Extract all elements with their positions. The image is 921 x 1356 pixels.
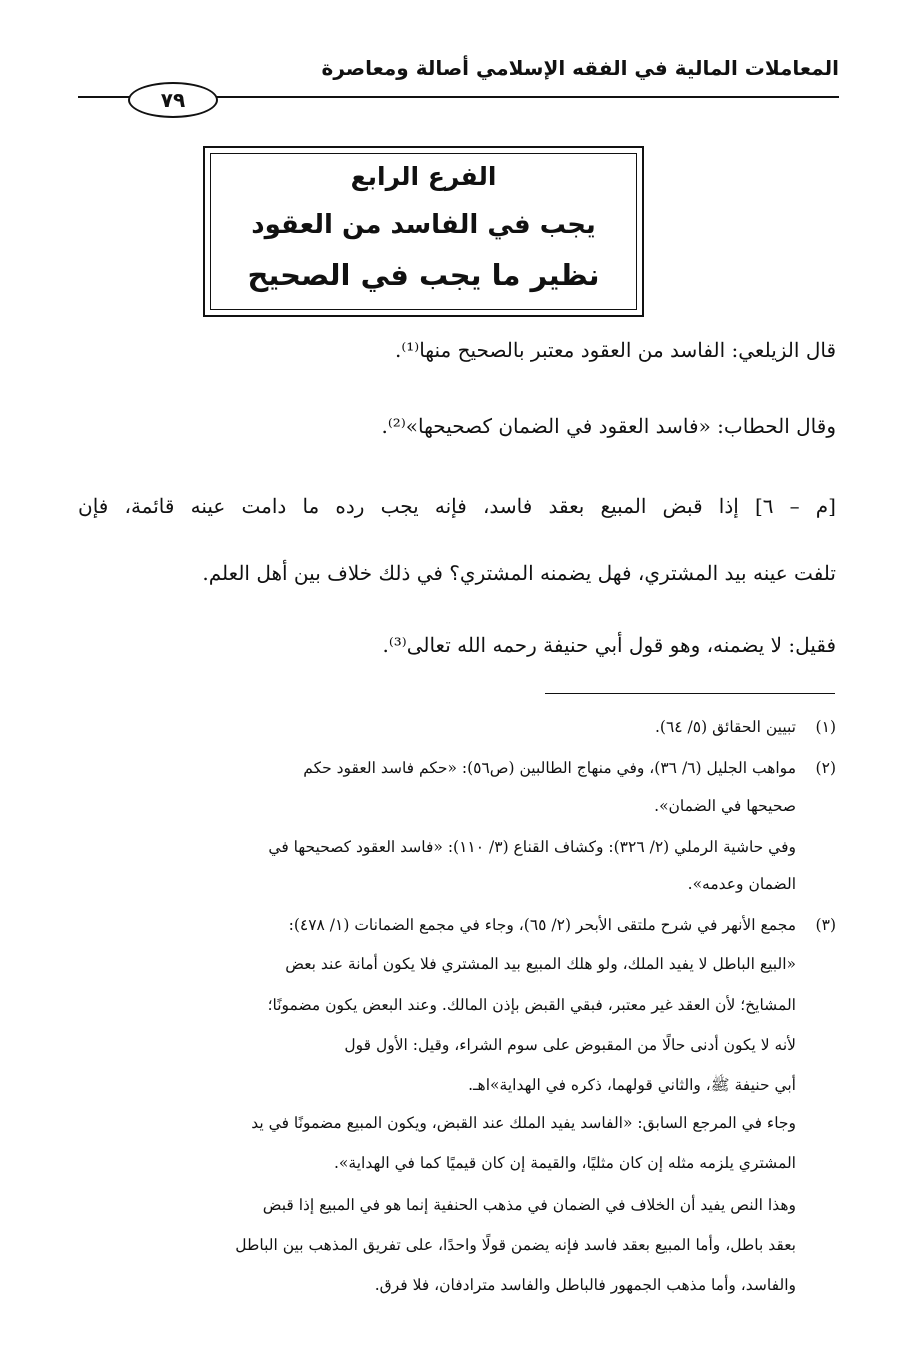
footnote-1-line-1: تبيين الحقائق (٥/ ٦٤). bbox=[654, 718, 796, 736]
footnote-3-line-8: وهذا النص يفيد أن الخلاف في الضمان في مذهب الحنفية إنما هو في المبيع إذا قبض bbox=[262, 1196, 796, 1214]
footnote-3-line-4: لأنه لا يكون أدنى حالًا من المقبوض على سوم الشراء، وقيل: الأول قول bbox=[344, 1036, 796, 1054]
footnote-3-line-10: والفاسد، وأما مذهب الجمهور فالباطل والفاسد مترادفان، فلا فرق. bbox=[374, 1276, 796, 1294]
footnote-2-line-4: الضمان وعدمه». bbox=[687, 875, 796, 893]
body-paragraph-3-line-2: تلفت عينه بيد المشتري، فهل يضمنه المشتري؟ في ذلك خلاف بين أهل العلم. bbox=[202, 561, 836, 585]
section-subtitle: الفرع الرابع bbox=[350, 162, 497, 191]
page-number: ٧٩ bbox=[160, 88, 186, 112]
footnote-separator bbox=[545, 693, 835, 694]
footnote-3-line-2: «البيع الباطل لا يفيد الملك، ولو هلك المبيع بيد المشتري فلا يكون أمانة عند بعض bbox=[285, 955, 796, 973]
body-paragraph-3-line-1: [م – ٦] إذا قبض المبيع بعقد فاسد، فإنه يجب رده ما دامت عينه قائمة، فإن bbox=[78, 494, 836, 518]
footnote-3-number: (٣) bbox=[815, 916, 836, 934]
footnote-2-number: (٢) bbox=[815, 759, 836, 777]
running-header-title: المعاملات المالية في الفقه الإسلامي أصالة ومعاصرة bbox=[321, 56, 839, 80]
section-title-line-1: يجب في الفاسد من العقود bbox=[251, 210, 596, 240]
footnote-3-line-7: المشتري يلزمه مثله إن كان مثليًا، والقيمة إن كان قيميًا كما في الهداية». bbox=[334, 1154, 796, 1172]
page-number-oval bbox=[128, 82, 218, 118]
body-paragraph-1: قال الزيلعي: الفاسد من العقود معتبر بالصحيح منها⁽¹⁾. bbox=[394, 338, 836, 362]
footnote-2-line-3: وفي حاشية الرملي (٢/ ٣٢٦): وكشاف القناع (٣/ ١١٠): «فاسد العقود كصحيحها في bbox=[268, 838, 796, 856]
body-paragraph-4: فقيل: لا يضمنه، وهو قول أبي حنيفة رحمه الله تعالى⁽³⁾. bbox=[382, 633, 836, 657]
footnote-3-line-5: أبي حنيفة ﷺ، والثاني قولهما، ذكره في الهداية»اهـ. bbox=[468, 1076, 796, 1094]
footnote-2-line-2: صحيحها في الضمان». bbox=[654, 797, 796, 815]
section-title-line-2: نظير ما يجب في الصحيح bbox=[247, 258, 600, 292]
section-title-box bbox=[203, 146, 644, 317]
footnote-3-line-3: المشايخ؛ لأن العقد غير معتبر، فبقي القبض بإذن المالك. وعند البعض يكون مضمونًا؛ bbox=[267, 996, 796, 1014]
footnote-3-line-1: مجمع الأنهر في شرح ملتقى الأبحر (٢/ ٦٥)، وجاء في مجمع الضمانات (١/ ٤٧٨): bbox=[288, 916, 796, 934]
footnote-3-line-9: بعقد باطل، وأما المبيع بعقد فاسد فإنه يضمن قولًا واحدًا، على تفريق المذهب بين الباطل bbox=[235, 1236, 796, 1254]
footnote-2-line-1: مواهب الجليل (٦/ ٣٦)، وفي منهاج الطالبين (ص٥٦): «حكم فاسد العقود حكم bbox=[303, 759, 796, 777]
body-paragraph-2: وقال الحطاب: «فاسد العقود في الضمان كصحيحها»⁽²⁾. bbox=[381, 414, 836, 438]
footnote-3-line-6: وجاء في المرجع السابق: «الفاسد يفيد الملك عند القبض، ويكون المبيع مضمونًا في يد bbox=[251, 1114, 796, 1132]
footnote-1-number: (١) bbox=[815, 718, 836, 736]
